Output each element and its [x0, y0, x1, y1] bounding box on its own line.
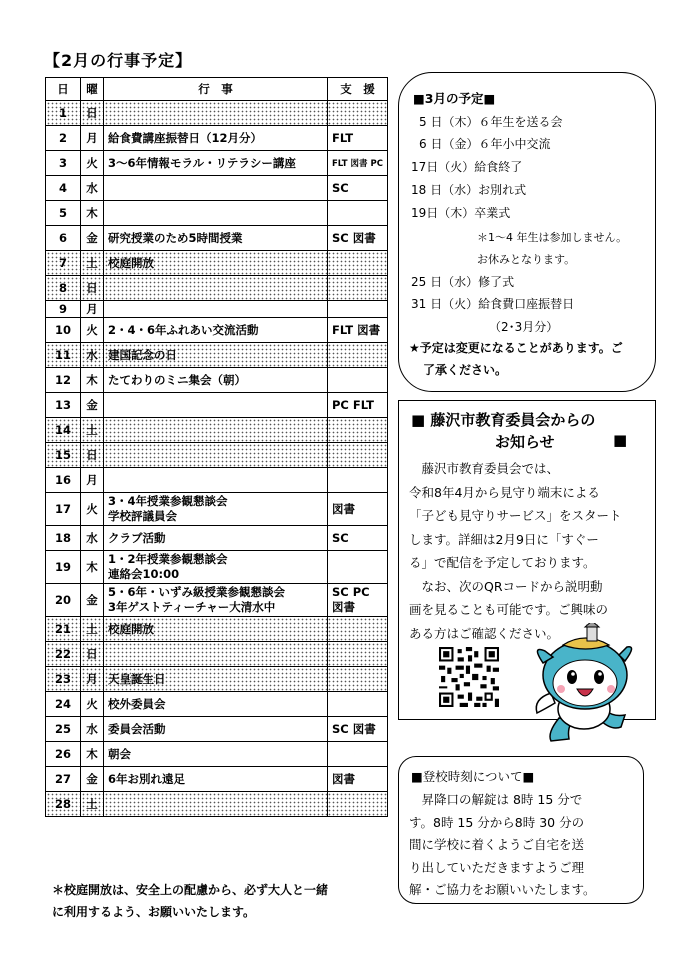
- row-event: [104, 393, 328, 418]
- row-weekday: 木: [81, 551, 104, 584]
- row-event: [104, 101, 328, 126]
- row-weekday: 土: [81, 792, 104, 817]
- row-day: 27: [46, 767, 81, 792]
- schedule-row: [46, 301, 388, 318]
- page-title: 【2月の行事予定】: [44, 51, 193, 70]
- schedule-row: [46, 418, 388, 443]
- schedule-row: [46, 251, 388, 276]
- schedule-row: [46, 201, 388, 226]
- row-day: 22: [46, 642, 81, 667]
- header-day: 日: [46, 78, 81, 101]
- schedule-row: [46, 468, 388, 493]
- city-line: なお、次のQRコードから説明動: [409, 578, 603, 594]
- schedule-row: [46, 343, 388, 368]
- schedule-row: [46, 318, 388, 343]
- row-day: 23: [46, 667, 81, 692]
- city-heading-mark: ■: [613, 431, 628, 449]
- schedule-body: [46, 101, 388, 817]
- city-line: 「子ども見守りサービス」をスタート: [409, 508, 622, 523]
- row-event: 2・4・6年ふれあい交流活動: [104, 318, 328, 343]
- row-day: 14: [46, 418, 81, 443]
- row-event-line: 3年ゲストティーチャー大清水中: [108, 600, 276, 614]
- arrival-line: 間に学校に着くようご自宅を送: [409, 837, 585, 852]
- row-support: FLT: [327, 126, 387, 151]
- row-support: FLT 図書 PC: [327, 151, 387, 176]
- march-footer: ★予定は変更になることがあります。ご: [409, 341, 623, 355]
- row-weekday: 水: [81, 343, 104, 368]
- march-item: 25 日（水）修了式: [411, 275, 515, 289]
- row-support: [327, 667, 387, 692]
- row-support-line: SC PC: [331, 585, 370, 599]
- row-support: [327, 551, 387, 584]
- row-event: [104, 176, 328, 201]
- schedule-row: [46, 642, 388, 667]
- row-event: 朝会: [104, 742, 328, 767]
- row-support: 図書: [327, 767, 387, 792]
- row-event: 校外委員会: [104, 692, 328, 717]
- row-event: たてわりのミニ集会（朝）: [104, 368, 328, 393]
- row-event: 給食費講座振替日（12月分）: [104, 126, 328, 151]
- row-event: [104, 418, 328, 443]
- row-support: [327, 101, 387, 126]
- row-event: クラブ活動: [104, 526, 328, 551]
- row-weekday: 土: [81, 617, 104, 642]
- arrival-text: [409, 789, 637, 902]
- row-weekday: 火: [81, 318, 104, 343]
- header-weekday: 曜: [81, 78, 104, 101]
- row-day: 1: [46, 101, 81, 126]
- schedule-row: [46, 393, 388, 418]
- note-line: に利用するよう、お願いいたします。: [52, 905, 256, 919]
- row-weekday: 土: [81, 418, 104, 443]
- schedule-row: [46, 176, 388, 201]
- arrival-line: り出していただきますようご理: [409, 859, 585, 875]
- row-weekday: 水: [81, 176, 104, 201]
- row-day: 18: [46, 526, 81, 551]
- march-item: 18 日（水）お別れ式: [411, 183, 527, 197]
- row-support: PC FLT: [327, 393, 387, 418]
- schedule-row: [46, 276, 388, 301]
- row-event: 6年お別れ遠足: [104, 767, 328, 792]
- schedule-row: [46, 617, 388, 642]
- row-weekday: 月: [81, 301, 104, 318]
- row-weekday: 金: [81, 767, 104, 792]
- march-heading: ■3月の予定■: [413, 91, 496, 106]
- row-day: 28: [46, 792, 81, 817]
- row-day: 2: [46, 126, 81, 151]
- schedule-row: [46, 493, 388, 526]
- city-line: 藤沢市教育委員会では、: [409, 461, 560, 476]
- row-day: 17: [46, 493, 81, 526]
- row-event-line: 連絡会10:00: [108, 567, 180, 581]
- row-support: [327, 201, 387, 226]
- qr-code-icon[interactable]: [439, 647, 499, 707]
- row-day: 16: [46, 468, 81, 493]
- row-event-line: 1・2年授業参観懇談会: [108, 552, 228, 566]
- row-day: 13: [46, 393, 81, 418]
- row-weekday: 水: [81, 717, 104, 742]
- schedule-row: [46, 717, 388, 742]
- arrival-line: す。8時 15 分から8時 30 分の: [409, 814, 585, 830]
- row-event: 研究授業のため5時間授業: [104, 226, 328, 251]
- march-item: 19日（木）卒業式: [411, 206, 511, 220]
- row-day: 15: [46, 443, 81, 468]
- schedule-table: [45, 77, 388, 817]
- row-support: SC: [327, 526, 387, 551]
- row-support: [327, 468, 387, 493]
- row-day: 19: [46, 551, 81, 584]
- row-support: SC: [327, 176, 387, 201]
- march-item: お休みとなります。: [477, 253, 576, 266]
- schedule-row: [46, 526, 388, 551]
- row-event: 建国記念の日: [104, 343, 328, 368]
- row-day: 12: [46, 368, 81, 393]
- row-event: [104, 493, 328, 526]
- row-weekday: 木: [81, 742, 104, 767]
- row-event: [104, 468, 328, 493]
- row-weekday: 金: [81, 393, 104, 418]
- city-heading: お知らせ: [495, 433, 555, 451]
- schedule-row: [46, 767, 388, 792]
- header-event: 行 事: [104, 78, 328, 101]
- row-weekday: 火: [81, 493, 104, 526]
- schedule-row: [46, 692, 388, 717]
- city-notice-text: [409, 457, 649, 645]
- schedule-row: [46, 101, 388, 126]
- schedule-row: [46, 226, 388, 251]
- row-day: 7: [46, 251, 81, 276]
- row-day: 8: [46, 276, 81, 301]
- row-support: [327, 792, 387, 817]
- city-line: ある方はご確認ください。: [409, 625, 560, 641]
- row-support: 図書: [327, 493, 387, 526]
- mascot-character-image: [529, 623, 639, 743]
- row-support-line: 図書: [331, 600, 355, 614]
- row-support: [327, 617, 387, 642]
- row-support: [327, 368, 387, 393]
- row-event-line: 3・4年授業参観懇談会: [108, 494, 228, 508]
- schedule-row: [46, 551, 388, 584]
- row-event: [104, 551, 328, 584]
- city-notice-box: [398, 400, 656, 720]
- row-support: SC 図書: [327, 717, 387, 742]
- row-event: [104, 276, 328, 301]
- row-day: 26: [46, 742, 81, 767]
- schedule-row: [46, 368, 388, 393]
- city-line: します。詳細は2月9日に「すぐー: [409, 531, 599, 547]
- row-event: [104, 642, 328, 667]
- row-support: [327, 443, 387, 468]
- schedule-row: [46, 584, 388, 617]
- march-item: （2･3月分）: [489, 320, 559, 334]
- schedule-row: [46, 792, 388, 817]
- arrival-heading: ■登校時刻について■: [411, 769, 535, 784]
- row-event: 天皇誕生日: [104, 667, 328, 692]
- city-line: 令和8年4月から見守り端末による: [409, 484, 600, 500]
- row-support: [327, 742, 387, 767]
- row-support: [327, 343, 387, 368]
- row-day: 21: [46, 617, 81, 642]
- row-weekday: 日: [81, 101, 104, 126]
- playground-note: [52, 879, 328, 923]
- row-day: 3: [46, 151, 81, 176]
- row-event: 校庭開放: [104, 617, 328, 642]
- row-weekday: 土: [81, 251, 104, 276]
- city-line: 画を見ることも可能です。ご興味の: [409, 602, 609, 617]
- note-line: ＊校庭開放は、安全上の配慮から、必ず大人と一緒: [52, 883, 329, 897]
- row-weekday: 日: [81, 642, 104, 667]
- march-item: ＊1～4 年生は参加しません。: [477, 231, 628, 244]
- row-support: [327, 642, 387, 667]
- schedule-row: [46, 443, 388, 468]
- march-footer: 了承ください。: [423, 363, 508, 377]
- arrival-line: 昇降口の解錠は 8時 15 分で: [409, 792, 583, 807]
- row-event: [104, 584, 328, 617]
- row-day: 5: [46, 201, 81, 226]
- arrival-time-box: [398, 756, 644, 904]
- arrival-line: 解・ご協力をお願いいたします。: [409, 882, 596, 897]
- row-support: SC 図書: [327, 226, 387, 251]
- schedule-row: [46, 667, 388, 692]
- header-support: 支 援: [327, 78, 387, 101]
- march-item: 31 日（火）給食費口座振替日: [411, 297, 575, 311]
- row-event: 3～6年情報モラル・リテラシー講座: [104, 151, 328, 176]
- row-support: [327, 584, 387, 617]
- row-day: 11: [46, 343, 81, 368]
- row-day: 24: [46, 692, 81, 717]
- row-support: [327, 692, 387, 717]
- row-support: [327, 276, 387, 301]
- row-weekday: 木: [81, 368, 104, 393]
- row-day: 25: [46, 717, 81, 742]
- row-weekday: 水: [81, 526, 104, 551]
- row-day: 6: [46, 226, 81, 251]
- row-weekday: 日: [81, 276, 104, 301]
- row-event: [104, 443, 328, 468]
- schedule-row: [46, 742, 388, 767]
- city-line: る」で配信を予定しております。: [409, 555, 596, 570]
- schedule-row: [46, 126, 388, 151]
- row-weekday: 月: [81, 667, 104, 692]
- row-day: 4: [46, 176, 81, 201]
- row-day: 20: [46, 584, 81, 617]
- march-item: 17日（火）給食終了: [411, 160, 523, 174]
- row-weekday: 木: [81, 201, 104, 226]
- march-schedule-box: [398, 72, 656, 392]
- row-event: 委員会活動: [104, 717, 328, 742]
- row-day: 9: [46, 301, 81, 318]
- march-item: 5 日（木）６年生を送る会: [419, 115, 563, 129]
- row-event-line: 学校評議員会: [108, 509, 177, 523]
- row-weekday: 日: [81, 443, 104, 468]
- row-support: [327, 301, 387, 318]
- row-weekday: 金: [81, 226, 104, 251]
- row-event: 校庭開放: [104, 251, 328, 276]
- city-heading: ■ 藤沢市教育委員会からの: [411, 411, 596, 429]
- march-item: 6 日（金）６年小中交流: [419, 137, 551, 151]
- row-weekday: 月: [81, 468, 104, 493]
- row-event: [104, 792, 328, 817]
- row-weekday: 月: [81, 126, 104, 151]
- row-support: FLT 図書: [327, 318, 387, 343]
- schedule-header-row: [46, 78, 388, 101]
- row-event-line: 5・6年・いずみ級授業参観懇談会: [108, 585, 286, 599]
- row-support: [327, 251, 387, 276]
- row-support: [327, 418, 387, 443]
- row-weekday: 金: [81, 584, 104, 617]
- row-day: 10: [46, 318, 81, 343]
- row-event: [104, 201, 328, 226]
- row-weekday: 火: [81, 151, 104, 176]
- row-weekday: 火: [81, 692, 104, 717]
- schedule-row: [46, 151, 388, 176]
- row-event: [104, 301, 328, 318]
